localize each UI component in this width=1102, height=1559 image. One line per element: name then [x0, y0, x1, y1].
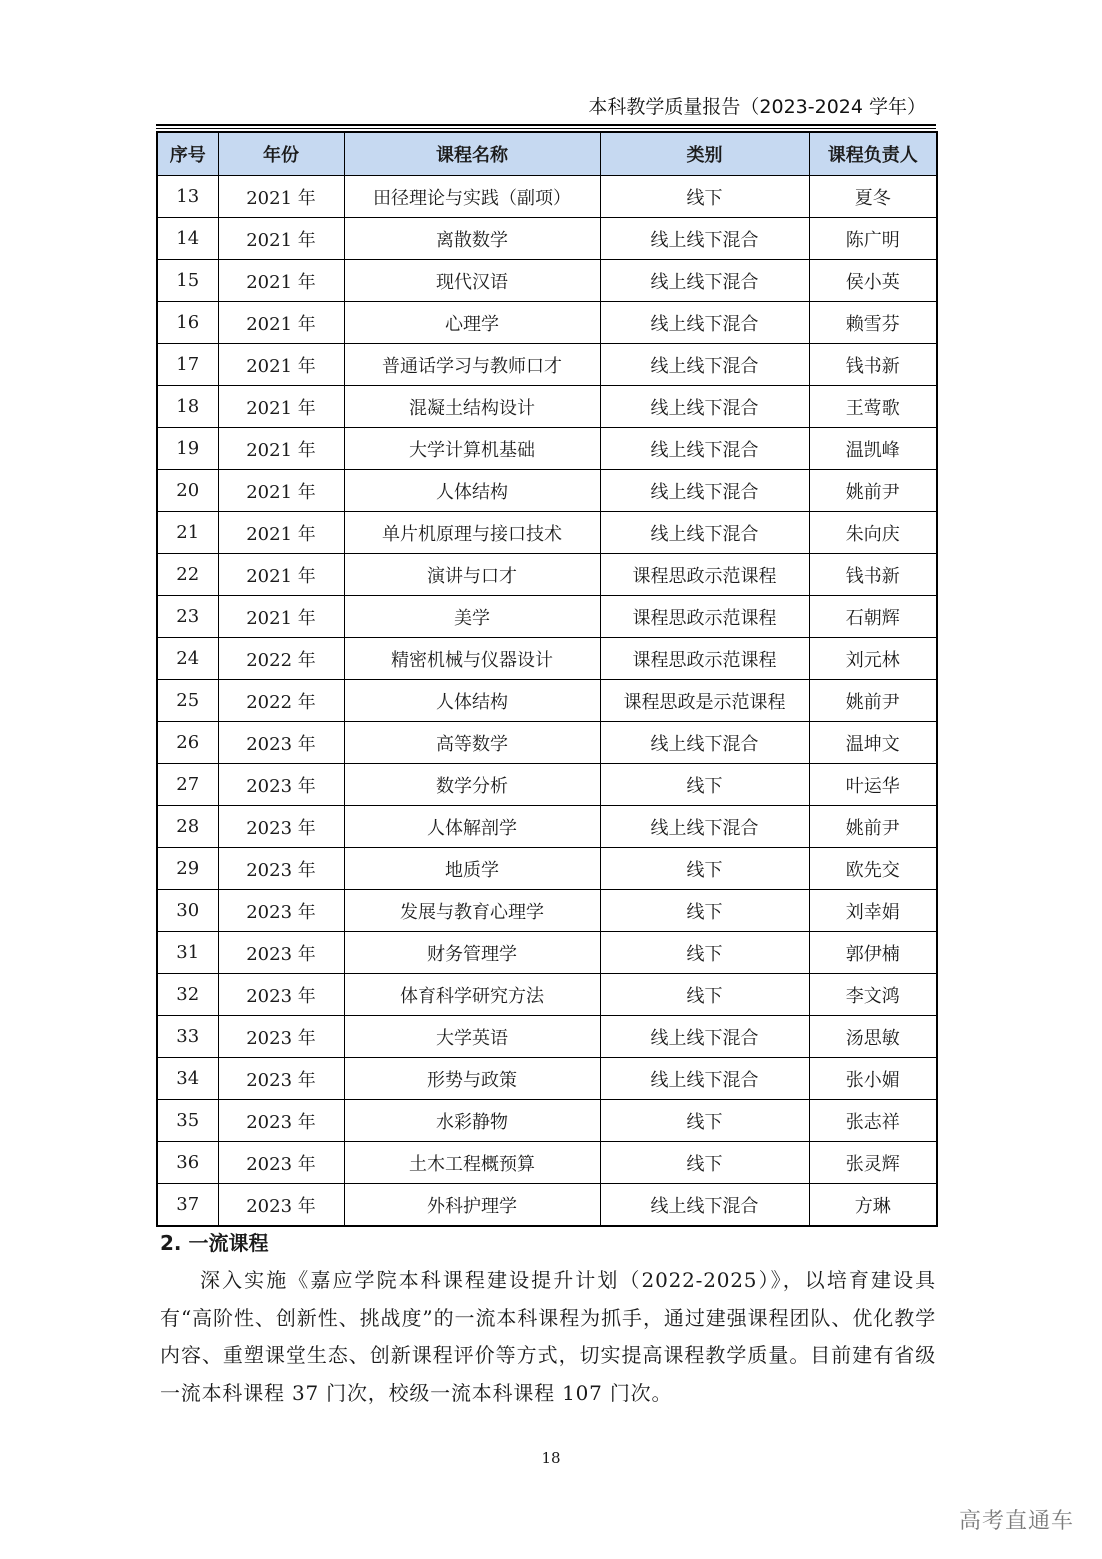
watermark-text: 高考直通车 [958, 1509, 1074, 1534]
cell-course-name: 体育科学研究方法 [344, 974, 600, 1016]
cell-seq: 30 [157, 890, 218, 932]
cell-category: 线下 [600, 890, 809, 932]
cell-seq: 27 [157, 764, 218, 806]
cell-owner: 钱书新 [809, 554, 937, 596]
cell-owner: 钱书新 [809, 344, 937, 386]
cell-year: 2022 年 [218, 638, 344, 680]
cell-course-name: 田径理论与实践（副项） [344, 176, 600, 218]
table-row [157, 1184, 937, 1227]
cell-year: 2023 年 [218, 764, 344, 806]
cell-owner: 赖雪芬 [809, 302, 937, 344]
header-rule-thin [156, 128, 936, 129]
table-row [157, 638, 937, 680]
cell-owner: 方琳 [809, 1184, 937, 1227]
table-row [157, 848, 937, 890]
cell-year: 2023 年 [218, 1016, 344, 1058]
cell-category: 线下 [600, 176, 809, 218]
table-row [157, 554, 937, 596]
cell-category: 线上线下混合 [600, 1184, 809, 1227]
cell-year: 2023 年 [218, 932, 344, 974]
table-row [157, 512, 937, 554]
cell-seq: 31 [157, 932, 218, 974]
column-header-category: 类别 [600, 132, 809, 176]
cell-owner: 温坤文 [809, 722, 937, 764]
cell-course-name: 美学 [344, 596, 600, 638]
cell-seq: 14 [157, 218, 218, 260]
cell-course-name: 形势与政策 [344, 1058, 600, 1100]
section-heading: 2. 一流课程 [160, 1231, 269, 1255]
cell-year: 2023 年 [218, 806, 344, 848]
cell-owner: 张志祥 [809, 1100, 937, 1142]
cell-owner: 朱向庆 [809, 512, 937, 554]
cell-course-name: 大学英语 [344, 1016, 600, 1058]
cell-course-name: 心理学 [344, 302, 600, 344]
cell-category: 线上线下混合 [600, 218, 809, 260]
cell-year: 2021 年 [218, 554, 344, 596]
table-row [157, 722, 937, 764]
cell-owner: 陈广明 [809, 218, 937, 260]
course-table-body [157, 176, 937, 1227]
cell-course-name: 现代汉语 [344, 260, 600, 302]
cell-category: 线上线下混合 [600, 302, 809, 344]
cell-category: 线上线下混合 [600, 470, 809, 512]
cell-category: 线下 [600, 764, 809, 806]
cell-seq: 21 [157, 512, 218, 554]
cell-course-name: 外科护理学 [344, 1184, 600, 1227]
cell-seq: 23 [157, 596, 218, 638]
column-header-owner: 课程负责人 [809, 132, 937, 176]
table-row [157, 890, 937, 932]
cell-category: 线下 [600, 1100, 809, 1142]
cell-course-name: 大学计算机基础 [344, 428, 600, 470]
table-row [157, 1142, 937, 1184]
column-header-seq: 序号 [157, 132, 218, 176]
page-number: 18 [541, 1449, 561, 1467]
header-rule-thick [156, 124, 936, 126]
cell-owner: 李文鸿 [809, 974, 937, 1016]
cell-course-name: 普通话学习与教师口才 [344, 344, 600, 386]
table-row [157, 596, 937, 638]
cell-year: 2021 年 [218, 386, 344, 428]
table-row [157, 1016, 937, 1058]
cell-owner: 姚前尹 [809, 470, 937, 512]
cell-category: 课程思政是示范课程 [600, 680, 809, 722]
cell-course-name: 人体结构 [344, 470, 600, 512]
table-row [157, 764, 937, 806]
cell-category: 线下 [600, 848, 809, 890]
cell-year: 2022 年 [218, 680, 344, 722]
column-header-year: 年份 [218, 132, 344, 176]
cell-owner: 张灵辉 [809, 1142, 937, 1184]
cell-seq: 33 [157, 1016, 218, 1058]
cell-seq: 24 [157, 638, 218, 680]
table-row [157, 302, 937, 344]
cell-seq: 15 [157, 260, 218, 302]
cell-category: 线上线下混合 [600, 386, 809, 428]
cell-year: 2021 年 [218, 302, 344, 344]
cell-course-name: 人体结构 [344, 680, 600, 722]
cell-year: 2023 年 [218, 890, 344, 932]
cell-category: 线上线下混合 [600, 512, 809, 554]
table-row [157, 386, 937, 428]
cell-owner: 王莺歌 [809, 386, 937, 428]
cell-category: 课程思政示范课程 [600, 554, 809, 596]
cell-seq: 29 [157, 848, 218, 890]
cell-seq: 25 [157, 680, 218, 722]
cell-course-name: 混凝土结构设计 [344, 386, 600, 428]
cell-category: 线上线下混合 [600, 1016, 809, 1058]
cell-category: 课程思政示范课程 [600, 596, 809, 638]
cell-category: 线下 [600, 932, 809, 974]
cell-seq: 36 [157, 1142, 218, 1184]
cell-owner: 姚前尹 [809, 806, 937, 848]
cell-category: 线上线下混合 [600, 806, 809, 848]
cell-owner: 汤思敏 [809, 1016, 937, 1058]
table-row [157, 680, 937, 722]
cell-owner: 夏冬 [809, 176, 937, 218]
cell-year: 2021 年 [218, 512, 344, 554]
cell-seq: 20 [157, 470, 218, 512]
table-row [157, 1100, 937, 1142]
table-row [157, 1058, 937, 1100]
cell-course-name: 发展与教育心理学 [344, 890, 600, 932]
cell-course-name: 单片机原理与接口技术 [344, 512, 600, 554]
cell-seq: 37 [157, 1184, 218, 1227]
cell-year: 2021 年 [218, 428, 344, 470]
cell-year: 2021 年 [218, 344, 344, 386]
header-row [157, 132, 937, 176]
cell-category: 课程思政示范课程 [600, 638, 809, 680]
cell-course-name: 财务管理学 [344, 932, 600, 974]
cell-course-name: 地质学 [344, 848, 600, 890]
cell-year: 2023 年 [218, 722, 344, 764]
cell-category: 线下 [600, 974, 809, 1016]
cell-category: 线上线下混合 [600, 260, 809, 302]
cell-seq: 19 [157, 428, 218, 470]
course-table-header [157, 132, 937, 176]
cell-owner: 石朝辉 [809, 596, 937, 638]
cell-course-name: 高等数学 [344, 722, 600, 764]
cell-owner: 刘幸娟 [809, 890, 937, 932]
cell-category: 线上线下混合 [600, 344, 809, 386]
running-header-title: 本科教学质量报告（2023-2024 学年） [588, 96, 926, 118]
cell-seq: 26 [157, 722, 218, 764]
cell-category: 线上线下混合 [600, 428, 809, 470]
cell-seq: 16 [157, 302, 218, 344]
cell-year: 2023 年 [218, 974, 344, 1016]
cell-year: 2023 年 [218, 1100, 344, 1142]
table-row [157, 176, 937, 218]
cell-course-name: 数学分析 [344, 764, 600, 806]
cell-year: 2021 年 [218, 596, 344, 638]
cell-year: 2023 年 [218, 1058, 344, 1100]
cell-course-name: 水彩静物 [344, 1100, 600, 1142]
cell-year: 2023 年 [218, 1142, 344, 1184]
cell-seq: 32 [157, 974, 218, 1016]
cell-year: 2021 年 [218, 176, 344, 218]
cell-category: 线上线下混合 [600, 1058, 809, 1100]
cell-seq: 22 [157, 554, 218, 596]
table-row [157, 806, 937, 848]
table-row [157, 470, 937, 512]
table-row [157, 218, 937, 260]
cell-course-name: 精密机械与仪器设计 [344, 638, 600, 680]
section-paragraph: 深入实施《嘉应学院本科课程建设提升计划（2022-2025）》，以培育建设具有“高阶性、创新性、挑战度”的一流本科课程为抓手，通过建强课程团队、优化教学内容、重塑课堂生态、创新课程评价等方式，切实提高课程教学质量。目前建有省级一流本科课程 37 门次，校级一流本科课程 107 门次。 [160, 1268, 936, 1405]
cell-owner: 刘元林 [809, 638, 937, 680]
cell-owner: 侯小英 [809, 260, 937, 302]
cell-seq: 34 [157, 1058, 218, 1100]
cell-year: 2021 年 [218, 470, 344, 512]
cell-seq: 18 [157, 386, 218, 428]
cell-course-name: 人体解剖学 [344, 806, 600, 848]
cell-category: 线上线下混合 [600, 722, 809, 764]
table-row [157, 344, 937, 386]
cell-owner: 郭伊楠 [809, 932, 937, 974]
cell-year: 2021 年 [218, 260, 344, 302]
cell-owner: 温凯峰 [809, 428, 937, 470]
cell-seq: 13 [157, 176, 218, 218]
cell-owner: 姚前尹 [809, 680, 937, 722]
table-row [157, 932, 937, 974]
cell-year: 2023 年 [218, 1184, 344, 1227]
cell-owner: 张小媚 [809, 1058, 937, 1100]
column-header-course-name: 课程名称 [344, 132, 600, 176]
cell-owner: 欧先交 [809, 848, 937, 890]
cell-seq: 17 [157, 344, 218, 386]
cell-course-name: 离散数学 [344, 218, 600, 260]
table-row [157, 428, 937, 470]
cell-year: 2021 年 [218, 218, 344, 260]
table-row [157, 974, 937, 1016]
table-row [157, 260, 937, 302]
cell-course-name: 演讲与口才 [344, 554, 600, 596]
cell-seq: 35 [157, 1100, 218, 1142]
cell-category: 线下 [600, 1142, 809, 1184]
course-table [156, 131, 938, 1227]
cell-owner: 叶运华 [809, 764, 937, 806]
cell-course-name: 土木工程概预算 [344, 1142, 600, 1184]
cell-year: 2023 年 [218, 848, 344, 890]
cell-seq: 28 [157, 806, 218, 848]
